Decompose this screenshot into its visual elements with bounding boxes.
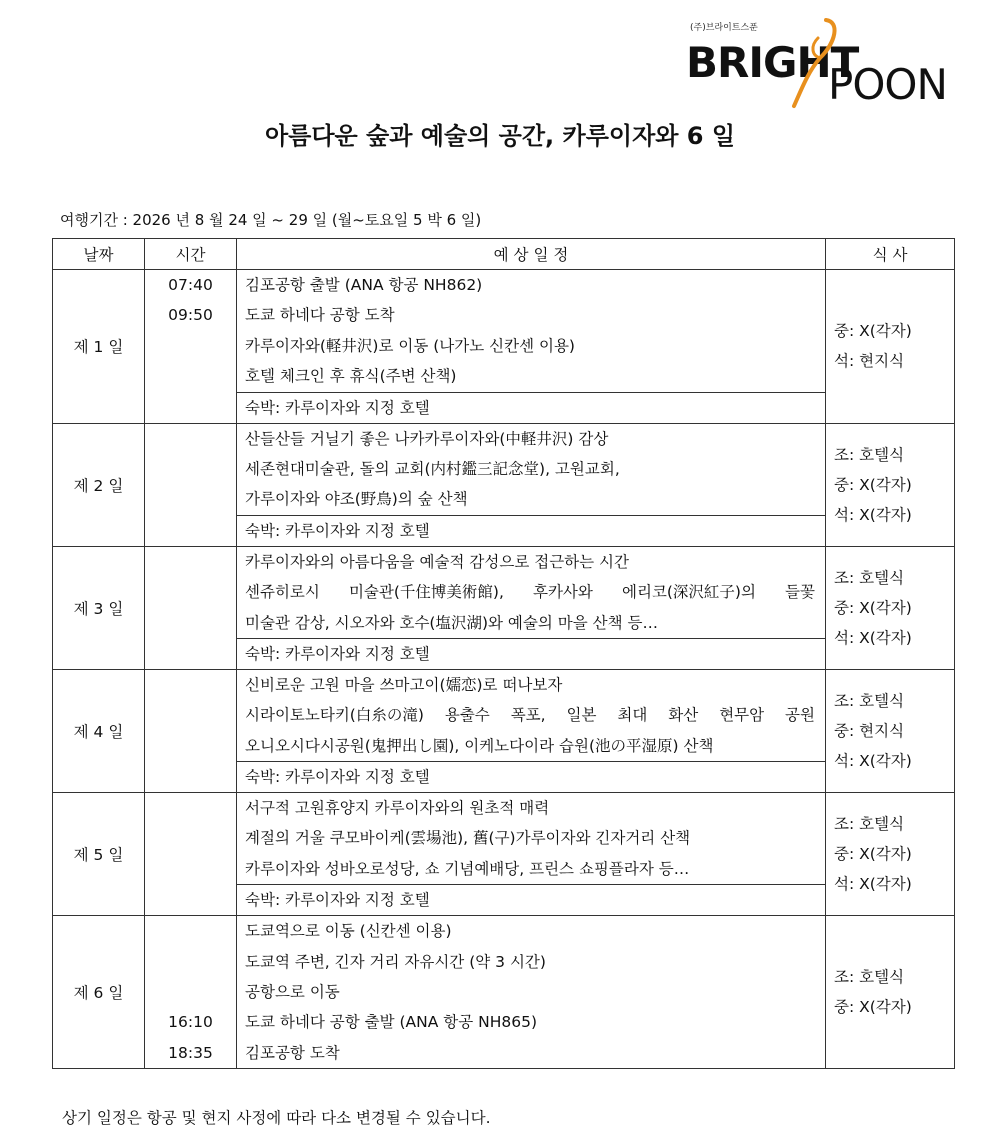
schedule-word: 현무암 bbox=[719, 706, 765, 725]
meal-cell bbox=[826, 423, 955, 546]
time-value: 18:35 bbox=[168, 1043, 213, 1062]
meal-line: 조: 호텔식 bbox=[834, 968, 905, 987]
schedule-word: 센쥬히로시 bbox=[245, 583, 320, 602]
day-label: 제 6 일 bbox=[53, 916, 145, 1069]
schedule-line: 가루이자와 야조(野鳥)의 숲 산책 bbox=[245, 490, 468, 509]
schedule-cell bbox=[237, 669, 826, 792]
time-value bbox=[145, 424, 236, 454]
schedule-cell bbox=[237, 916, 826, 1069]
itinerary-table bbox=[52, 238, 955, 1069]
schedule-line: 도쿄역으로 이동 (신칸센 이용) bbox=[245, 922, 452, 941]
header-schedule: 예 상 일 정 bbox=[237, 239, 826, 270]
schedule-word: 공원 bbox=[785, 706, 815, 725]
meal-line: 조: 호텔식 bbox=[834, 445, 905, 464]
meal-line: 석: X(각자) bbox=[834, 875, 912, 894]
logo-text-bright: BRIGHT bbox=[686, 38, 859, 87]
schedule-line: 공항으로 이동 bbox=[245, 983, 340, 1002]
lodging-line: 숙박: 카루이자와 지정 호텔 bbox=[237, 515, 825, 546]
header-time: 시간 bbox=[145, 239, 237, 270]
lodging-line: 숙박: 카루이자와 지정 호텔 bbox=[237, 638, 825, 669]
time-value bbox=[145, 916, 236, 946]
time-value: 16:10 bbox=[168, 1013, 213, 1032]
schedule-word: 들꽃 bbox=[785, 583, 815, 602]
meal-line: 중: X(각자) bbox=[834, 845, 912, 864]
time-value: 09:50 bbox=[168, 306, 213, 325]
schedule-line: 계절의 거울 쿠모바이케(雲場池), 舊(구)가루이자와 긴자거리 산책 bbox=[245, 829, 691, 848]
time-value bbox=[145, 947, 236, 977]
schedule-line: 카루이자와 성바오로성당, 쇼 기념예배당, 프린스 쇼핑플라자 등… bbox=[245, 859, 690, 878]
meal-line: 중: X(각자) bbox=[834, 598, 912, 617]
time-value bbox=[145, 454, 236, 484]
schedule-line: 신비로운 고원 마을 쓰마고이(嬬恋)로 떠나보자 bbox=[245, 675, 563, 694]
lodging-line: 숙박: 카루이자와 지정 호텔 bbox=[237, 884, 825, 915]
time-value bbox=[145, 484, 236, 514]
schedule-word: 후카사와 bbox=[532, 583, 593, 602]
schedule-line: 도쿄 하네다 공항 출발 (ANA 항공 NH865) bbox=[245, 1013, 537, 1032]
time-value bbox=[145, 823, 236, 853]
meal-cell bbox=[826, 669, 955, 792]
time-cell bbox=[145, 793, 237, 916]
time-value bbox=[145, 977, 236, 1007]
time-value bbox=[145, 854, 236, 884]
day-label: 제 1 일 bbox=[53, 270, 145, 424]
travel-period: 여행기간 : 2026 년 8 월 24 일 ~ 29 일 (월~토요일 5 박 6 일) bbox=[60, 211, 482, 229]
meal-line: 조: 호텔식 bbox=[834, 815, 905, 834]
time-value bbox=[145, 700, 236, 730]
schedule-line: 세존현대미술관, 돌의 교회(内村鑑三記念堂), 고원교회, bbox=[245, 459, 620, 478]
day-label: 제 3 일 bbox=[53, 546, 145, 669]
time-value bbox=[145, 608, 236, 638]
schedule-line: 미술관 감상, 시오자와 호수(塩沢湖)와 예술의 마을 산책 등… bbox=[245, 613, 658, 632]
footnote: 상기 일정은 항공 및 현지 사정에 따라 다소 변경될 수 있습니다. bbox=[62, 1109, 491, 1127]
day-row bbox=[53, 423, 955, 546]
company-logo bbox=[682, 14, 952, 109]
header-meal: 식 사 bbox=[826, 239, 955, 270]
day-row bbox=[53, 916, 955, 1069]
header-date: 날짜 bbox=[53, 239, 145, 270]
day-row bbox=[53, 270, 955, 424]
day-label: 제 4 일 bbox=[53, 669, 145, 792]
day-label: 제 2 일 bbox=[53, 423, 145, 546]
schedule-line: 호텔 체크인 후 휴식(주변 산책) bbox=[245, 367, 457, 386]
time-value bbox=[145, 793, 236, 823]
meal-cell bbox=[826, 793, 955, 916]
meal-line: 중: X(각자) bbox=[834, 998, 912, 1017]
time-cell bbox=[145, 669, 237, 792]
schedule-word: 화산 bbox=[668, 706, 699, 725]
time-value bbox=[145, 577, 236, 607]
schedule-line: 카루이자와의 아름다움을 예술적 감성으로 접근하는 시간 bbox=[245, 552, 629, 571]
schedule-word: 용출수 bbox=[444, 706, 490, 725]
schedule-line bbox=[237, 577, 825, 607]
schedule-line: 오니오시다시공원(鬼押出し園), 이케노다이라 습원(池の平湿原) 산책 bbox=[245, 736, 714, 755]
schedule-word: 일본 bbox=[566, 706, 597, 725]
schedule-word: 미술관(千住博美術館), bbox=[348, 583, 504, 602]
schedule-word: 시라이토노타키(白糸の滝) bbox=[245, 706, 424, 725]
schedule-word: 최대 bbox=[617, 706, 648, 725]
schedule-line: 김포공항 출발 (ANA 항공 NH862) bbox=[245, 276, 483, 294]
logo-company-name: (주)브라이트스푼 bbox=[690, 23, 758, 33]
schedule-line: 카루이자와(軽井沢)로 이동 (나가노 신칸센 이용) bbox=[245, 336, 575, 355]
lodging-line: 숙박: 카루이자와 지정 호텔 bbox=[237, 392, 825, 423]
schedule-line: 도쿄 하네다 공항 도착 bbox=[245, 306, 395, 325]
schedule-cell bbox=[237, 270, 826, 424]
time-cell bbox=[145, 916, 237, 1069]
day-row bbox=[53, 546, 955, 669]
time-value bbox=[145, 731, 236, 761]
schedule-line: 도쿄역 주변, 긴자 거리 자유시간 (약 3 시간) bbox=[245, 952, 546, 971]
day-label: 제 5 일 bbox=[53, 793, 145, 916]
meal-line: 조: 호텔식 bbox=[834, 568, 905, 587]
meal-line: 조: 호텔식 bbox=[834, 691, 905, 710]
time-value bbox=[145, 670, 236, 700]
meal-line: 석: X(각자) bbox=[834, 628, 912, 647]
day-row bbox=[53, 669, 955, 792]
schedule-cell bbox=[237, 423, 826, 546]
time-value bbox=[145, 331, 236, 361]
time-value bbox=[145, 547, 236, 577]
time-value bbox=[145, 361, 236, 391]
time-value: 07:40 bbox=[168, 276, 213, 294]
meal-cell bbox=[826, 546, 955, 669]
schedule-word: 폭포, bbox=[510, 706, 546, 725]
schedule-cell bbox=[237, 546, 826, 669]
time-cell bbox=[145, 423, 237, 546]
meal-cell bbox=[826, 270, 955, 424]
schedule-line: 서구적 고원휴양지 카루이자와의 원초적 매력 bbox=[245, 799, 550, 818]
meal-line: 석: 현지식 bbox=[834, 352, 905, 371]
schedule-line: 산들산들 거닐기 좋은 나카카루이자와(中軽井沢) 감상 bbox=[245, 429, 609, 448]
schedule-line: 김포공항 도착 bbox=[245, 1043, 340, 1062]
meal-cell bbox=[826, 916, 955, 1069]
lodging-line: 숙박: 카루이자와 지정 호텔 bbox=[237, 761, 825, 792]
schedule-cell bbox=[237, 793, 826, 916]
logo-text-poon: POON bbox=[828, 60, 947, 109]
day-row bbox=[53, 793, 955, 916]
meal-line: 중: X(각자) bbox=[834, 322, 912, 341]
table-header-row bbox=[53, 239, 955, 270]
time-cell bbox=[145, 270, 237, 424]
schedule-line bbox=[237, 700, 825, 730]
meal-line: 중: X(각자) bbox=[834, 475, 912, 494]
meal-line: 중: 현지식 bbox=[834, 721, 905, 740]
schedule-word: 에리코(深沢紅子)의 bbox=[621, 583, 756, 602]
meal-line: 석: X(각자) bbox=[834, 505, 912, 524]
time-cell bbox=[145, 546, 237, 669]
document-title: 아름다운 숲과 예술의 공간, 카루이자와 6 일 bbox=[264, 122, 736, 150]
meal-line: 석: X(각자) bbox=[834, 751, 912, 770]
